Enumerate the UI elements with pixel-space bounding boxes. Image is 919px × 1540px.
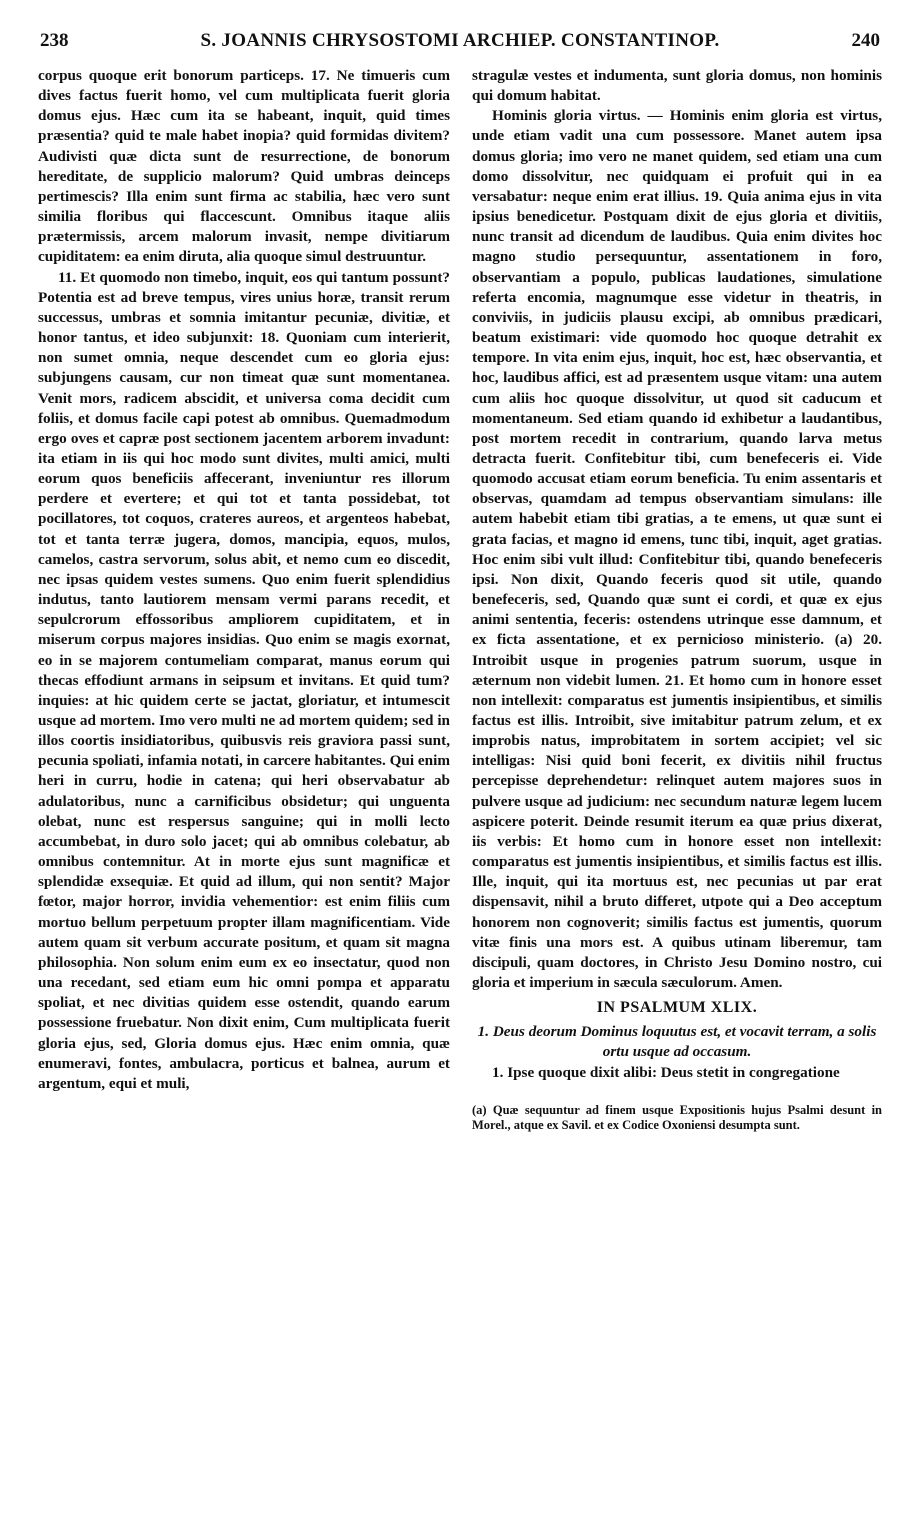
- running-title: S. JOANNIS CHRYSOSTOMI ARCHIEP. CONSTANTINOP.: [200, 30, 720, 51]
- page-number-right: 240: [851, 30, 880, 51]
- paragraph: corpus quoque erit bonorum particeps. 17. Ne timueris cum dives factus fuerit homo, vel cum multiplicata fuerit gloria domus ejus. Hæc cum ita se habeant, inquit, quid times præsentia? quid te male habet inopia? quid formidas divitem? Audivisti quæ dicta sunt de resurrectione, de bonorum hereditate, de supplicio malorum? Quid umbras deinceps pertimescis? Illa enim sunt firma ac stabilia, hæc vero sunt similia floribus qui flaccescunt. Omnibus itaque aliis prætermissis, arcem malorum invasit, nempe divitiarum cupiditatem: ea enim diruta, alia quoque simul destruuntur.: [38, 67, 450, 266]
- psalm-title: IN PSALMUM XLIX.: [596, 999, 758, 1017]
- right-column: [472, 66, 882, 1133]
- paragraph: stragulæ vestes et indumenta, sunt gloria domus, non hominis qui domum habitat.: [472, 67, 882, 105]
- page-number-left: 238: [40, 30, 69, 51]
- psalm-commentary-line: 1. Ipse quoque dixit alibi: Deus stetit in congregatione: [492, 1063, 840, 1081]
- paragraph: 11. Et quomodo non timebo, inquit, eos qui tantum possunt? Potentia est ad breve tempus, vires unius horæ, transit rerum successus, umbras et somnia imitantur pecuniæ, divitiæ, et honor tantus, et ideo subjunxit: 18. Quoniam cum interierit, non sumet omnia, neque descendet cum eo gloria ejus: subjungens causam, cur non timeat quæ sunt momentanea. Venit mors, radicem abscidit, et universa coma decidit cum foliis, et domus facile capi potest ab omnibus. Quemadmodum ergo oves et capræ post sectionem jacentem arborem invadunt: ita etiam in iis qui hoc modo sunt divites, multi amici, multi eorum quos beneficiis affecerant, inveniuntur res illorum perdere et evertere; et qui tot et tanta possidebat, tot pocillatores, tot coquos, crateres aureos, et argenteos habebat, tot et tanta terræ jugera, domos, mancipia, equos, mulos, camelos, castra servorum, solus abit, et nemo cum eo discedit, nec ipsas quidem vestes sumens. Quo enim fuerit splendidius indutus, tanto lautiorem mensam vermi parans recedit, et sepulcrorum effossoribus ampliorem cupiditatem, et in miserum corpus majores insidias. Quo enim se magis exornat, eo in se majorem contumeliam comparat, manus eorum qui thecas effodiunt armans in seipsum et invitans. Et quid tum? inquies: at hic quidem certe se jactat, gloriatur, et intumescit usque ad mortem. Imo vero multi ne ad mortem quidem; sed in illos coortis insidiatoribus, quibusvis reis graviora passi sunt, pecunia spoliati, infamia notati, in carcere habitantes. Qui enim heri in curru, hodie in catena; qui heri observabatur ab adulatoribus, nunc a carnificibus obsidetur; qui unguenta olebat, nunc est respersus sanguine; qui in molli lecto accumbebat, in duro solo jacet; qui ab omnibus colebatur, ab omnibus contemnitur. At in morte ejus sunt magnificæ et splendidæ exsequiæ. Et quid ad illum, qui non sentit? Major fœtor, major horror, invidia vehementior: est enim filiis cum mortuo bellum perpetuum propter illam magnificentiam. Vide autem quam sit verbum accurate positum, et quam sit magna philosophia. Non solum enim eum ex eo insectatur, quod non una recedant, sed etiam eum hic omni pompa et apparatu spoliat, et nec divitias quidem esse ostendit, quando earum possessione fruebatur. Non dixit enim, Cum multiplicata fuerit gloria ejus, sed, Gloria domus ejus. Hæc enim omnia, quæ enumeravi, fontes, ambulacra, porticus et balnea, aurum et argentum, equi et muli,: [38, 268, 450, 1092]
- left-column: [38, 66, 450, 1094]
- psalm-verse: 1. Deus deorum Dominus loquutus est, et vocavit terram, a solis ortu usque ad occasum.: [477, 1023, 877, 1061]
- paragraph: Hominis gloria virtus. — Hominis enim gloria est virtus, unde etiam vadit una cum possessore. Manet autem ipsa domus gloria; imo vero ne manet quidem, sed etiam una cum domo dissolvitur, nec quidquam ei profuit qui in ea versabatur: neque enim erat illius. 19. Quia anima ejus in vita ipsius benedicetur. Postquam dixit de ejus gloria et divitiis, nunc transit ad dicendum de laudibus. Quia enim divites hoc magno studio persequuntur, assentationem in foro, observantiam a populo, publicas laudationes, simulatione referta encomia, magnumque esse videtur in theatris, in conviviis, in judiciis plausu excipi, ab omnibus prædicari, beatum existimari: vide quomodo hoc quoque detrahit ex tempore. In vita enim ejus, inquit, hoc est, hæc observantia, et hoc, laudibus affici, est ad præsentem usque vitam: una autem cum aliis hoc quoque dissolvitur, ut quod sit caducum et momentaneum. Sed etiam quando id exhibetur a laudantibus, post mortem recedit in contrarium, quando larva metus detracta fuerit. Confitebitur tibi, cum benefeceris ei. Vide quomodo accusat etiam eorum beneficia. Tu enim assentaris et observas, quamdam ad tempus observantiam simulans: ille autem habebit etiam tibi gratias, a te emens, ut quæ sunt ei grata facias, et magno id emens, tunc tibi, inquit, aget gratias. Hoc enim sibi vult illud: Confitebitur tibi, quando benefeceris ipsi. Non dixit, Quando feceris quod sit utile, quando benefeceris, sed, Quando quæ sunt ei cordi, et quæ ex ejus animi sententia, feceris: ostendens utrinque esse damnum, et ex ficta assentatione, et ex pernicioso ministerio. (a) 20. Introibit usque in progenies patrum suorum, usque in æternum non videbit lumen. 21. Et homo cum in honore esset non intellexit: comparatus est jumentis insipientibus, et similis factus est illis. Introibit, sive imitabitur patrum zelum, et ex improbis natus, improbitatem in sortem accipiet; vel sic intelligas: Nisi quid boni fecerit, ex divitiis nihil fructus percepisse deprehendetur: relinquet autem majores suos in pulvere usque ad judicium: nec secundum naturæ legem lucem aspicere poterit. Deinde resumit iterum ea quæ prius dixerat, iis verbis: Et homo cum in honore esset non intellexit: comparatus est jumentis insipientibus, et similis factus est illis. Ille, inquit, qui ita mortuus est, nec pecunias ut par erat dispensavit, nihil a bruto differet, utpote qui a Deo acceptum honorem non cognoverit; similis factus est jumentis, quorum vitæ finis una mors est. A quibus utinam liberemur, tam discipuli, quam doctores, in Christo Jesu Domino nostro, cui gloria et imperium in sæcula sæculorum. Amen.: [472, 107, 882, 992]
- footnote: (a) Quæ sequuntur ad finem usque Expositionis hujus Psalmi desunt in Morel., atque ex Savil. et ex Codice Oxoniensi desumpta sunt.: [472, 1102, 882, 1132]
- running-header: [36, 30, 884, 56]
